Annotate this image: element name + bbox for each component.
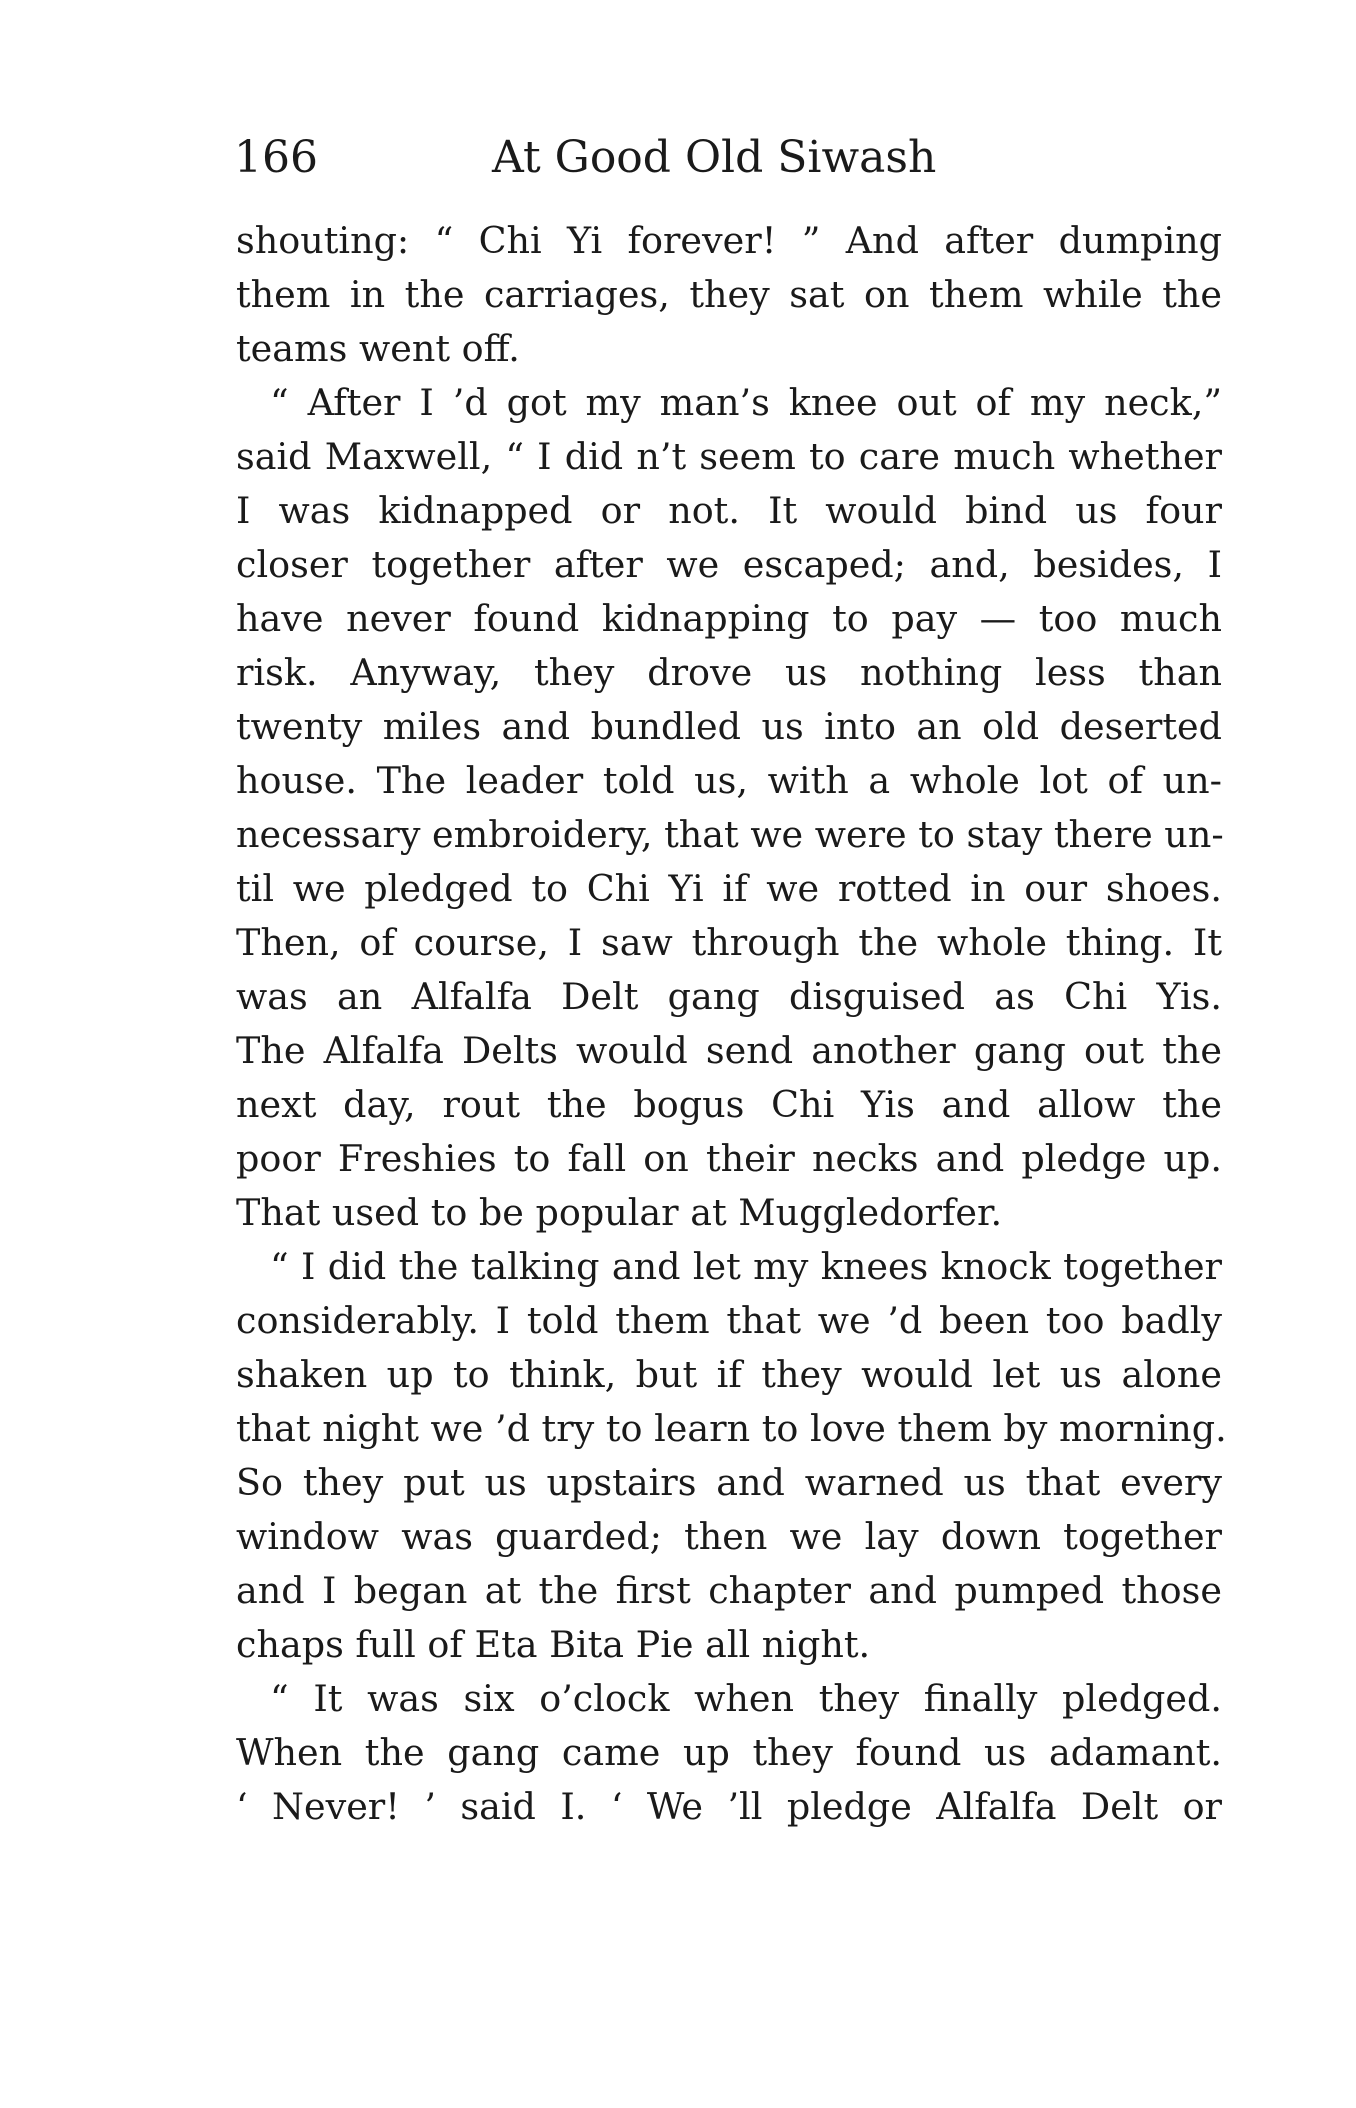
text-line: house. The leader told us, with a whole lot of un- bbox=[236, 759, 1222, 802]
text-line: chaps full of Eta Bita Pie all night. bbox=[236, 1623, 871, 1666]
text-line: next day, rout the bogus Chi Yis and allow the bbox=[236, 1083, 1222, 1126]
text-line: “ I did the talking and let my knees knock together bbox=[270, 1245, 1222, 1288]
page-number: 166 bbox=[234, 132, 318, 183]
running-title: At Good Old Siwash bbox=[492, 132, 937, 183]
text-line: said Maxwell, “ I did n’t seem to care much whether bbox=[236, 435, 1222, 478]
text-line: shouting: “ Chi Yi forever! ” And after dumping bbox=[236, 219, 1222, 262]
text-line: So they put us upstairs and warned us that every bbox=[236, 1461, 1222, 1504]
text-line: Then, of course, I saw through the whole thing. It bbox=[236, 921, 1222, 964]
text-line: twenty miles and bundled us into an old deserted bbox=[236, 705, 1222, 748]
text-line: I was kidnapped or not. It would bind us four bbox=[236, 489, 1222, 532]
text-line: window was guarded; then we lay down together bbox=[236, 1515, 1222, 1558]
text-line: “ It was six o’clock when they finally pledged. bbox=[270, 1677, 1222, 1720]
text-line: poor Freshies to fall on their necks and pledge up. bbox=[236, 1137, 1222, 1180]
text-line: teams went off. bbox=[236, 327, 520, 370]
text-line: shaken up to think, but if they would let us alone bbox=[236, 1353, 1222, 1396]
body-text bbox=[236, 214, 1227, 1834]
text-line: considerably. I told them that we ’d been too badly bbox=[236, 1299, 1222, 1342]
text-line: til we pledged to Chi Yi if we rotted in our shoes. bbox=[236, 867, 1222, 910]
text-line: “ After I ’d got my man’s knee out of my neck,” bbox=[270, 381, 1222, 424]
text-line: was an Alfalfa Delt gang disguised as Chi Yis. bbox=[236, 975, 1222, 1018]
text-line: and I began at the first chapter and pumped those bbox=[236, 1569, 1222, 1612]
text-line: The Alfalfa Delts would send another gang out the bbox=[236, 1029, 1222, 1072]
text-line: them in the carriages, they sat on them while the bbox=[236, 273, 1222, 316]
text-line: closer together after we escaped; and, besides, I bbox=[236, 543, 1222, 586]
text-line: risk. Anyway, they drove us nothing less than bbox=[236, 651, 1222, 694]
text-line: When the gang came up they found us adamant. bbox=[236, 1731, 1222, 1774]
text-line: ‘ Never! ’ said I. ‘ We ’ll pledge Alfalfa Delt or bbox=[236, 1785, 1222, 1828]
text-line: That used to be popular at Muggledorfer. bbox=[236, 1191, 1003, 1234]
text-line: that night we ’d try to learn to love them by morning. bbox=[236, 1407, 1227, 1450]
page-header bbox=[234, 128, 1154, 188]
text-line: have never found kidnapping to pay — too much bbox=[236, 597, 1222, 640]
text-line: necessary embroidery, that we were to stay there un- bbox=[236, 813, 1224, 856]
